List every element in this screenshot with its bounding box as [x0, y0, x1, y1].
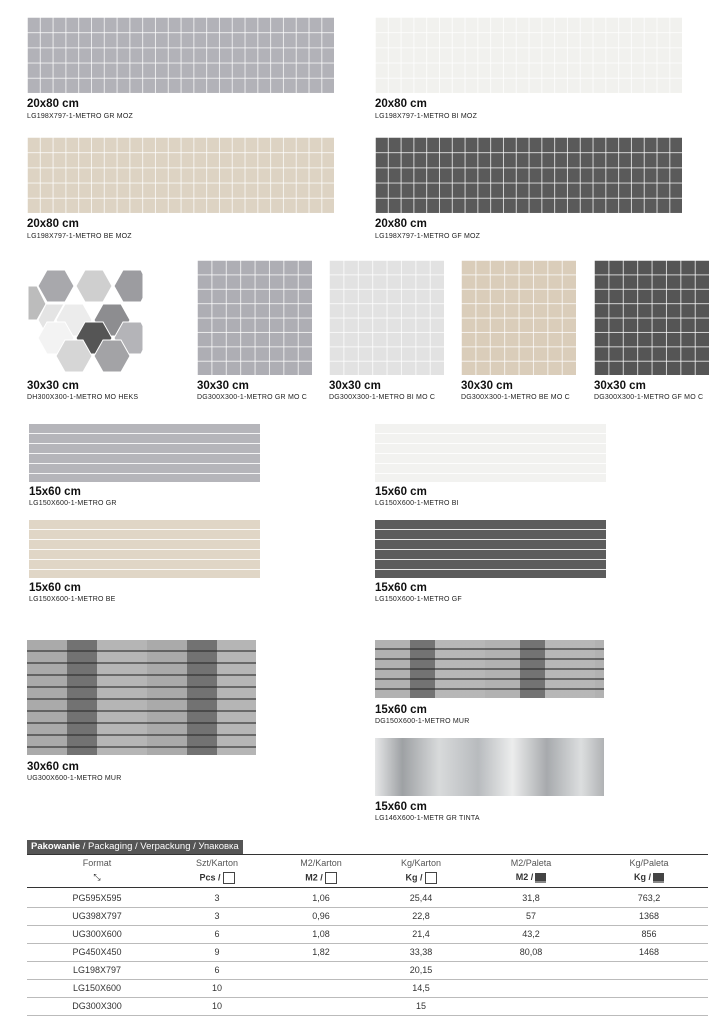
tile-code: LG150X600-1-METRO BE	[29, 596, 116, 603]
unit-kg-pallet	[594, 872, 704, 883]
table-cell: 10	[211, 983, 222, 993]
table-cell: LG150X600	[72, 983, 122, 993]
unit-label: Kg /	[634, 872, 651, 882]
table-cell: 15	[415, 1001, 426, 1011]
table-cell: 14,5	[412, 983, 430, 993]
col-header-format: Format	[82, 858, 112, 868]
packaging-title	[27, 840, 243, 854]
unit-m2-pallet	[476, 872, 586, 883]
table-cell: 1,82	[312, 947, 330, 957]
table-cell: 43,2	[522, 929, 540, 939]
tile-code: UG300X600-1-METRO MUR	[27, 775, 122, 782]
table-cell: 9	[214, 947, 220, 957]
tile-size: 15x60 cm	[29, 582, 81, 594]
box-icon	[425, 872, 437, 884]
table-cell: 20,15	[409, 965, 433, 975]
tile-code: LG198X797-1-METRO BI MOZ	[375, 113, 478, 120]
table-cell: 80,08	[519, 947, 543, 957]
packaging-title-bold: Pakowanie	[31, 841, 81, 852]
unit-label: Pcs /	[199, 872, 221, 883]
table-row	[27, 943, 708, 962]
tile-size: 30x30 cm	[329, 380, 381, 392]
tile-size: 30x30 cm	[197, 380, 249, 392]
unit-label: M2 /	[515, 872, 534, 882]
table-row	[27, 979, 708, 998]
table-divider	[27, 887, 708, 888]
tile-code: DG300X300-1-METRO BI MO C	[329, 394, 436, 401]
tile-image-metro-mur-15x60	[375, 640, 604, 698]
tile-size: 30x30 cm	[461, 380, 513, 392]
table-cell: 57	[525, 911, 536, 921]
unit-label: M2 /	[305, 872, 323, 883]
table-cell: 6	[214, 965, 220, 975]
tile-code: LG150X600-1-METRO GF	[375, 596, 462, 603]
tile-code: LG146X600-1-METR GR TINTA	[375, 815, 480, 822]
table-cell: 31,8	[522, 893, 540, 903]
unit-kg-carton	[366, 872, 476, 884]
tile-size: 20x80 cm	[375, 218, 427, 230]
tile-image-metro-gr-mo-c	[197, 260, 312, 375]
tile-image-metro-gf-mo-c	[594, 260, 709, 375]
tile-code: DG300X300-1-METRO GR MO C	[197, 394, 308, 401]
tile-size: 30x30 cm	[594, 380, 646, 392]
table-cell: 1,08	[312, 929, 330, 939]
table-cell: 0,96	[312, 911, 330, 921]
table-cell: PG450X450	[72, 947, 122, 957]
unit-pcs-carton	[162, 872, 272, 884]
table-cell: 10	[211, 1001, 222, 1011]
tile-size: 30x30 cm	[27, 380, 79, 392]
tile-image-metro-gf-moz	[375, 137, 682, 213]
table-cell: 6	[214, 929, 220, 939]
tile-code: LG198X797-1-METRO GR MOZ	[27, 113, 133, 120]
tile-image-metro-be-moz	[27, 137, 334, 213]
table-cell: 856	[641, 929, 657, 939]
table-cell: 33,38	[409, 947, 433, 957]
tile-size: 15x60 cm	[375, 582, 427, 594]
table-cell: 1368	[638, 911, 660, 921]
tile-image-metro-gr-moz	[27, 17, 334, 93]
col-header-m2-pallet: M2/Paleta	[510, 858, 552, 868]
table-cell: 763,2	[637, 893, 661, 903]
col-header-m2-carton: M2/Karton	[300, 858, 342, 868]
tile-size: 15x60 cm	[375, 704, 427, 716]
tile-image-metro-bi-mo-c	[329, 260, 444, 375]
tile-code: LG198X797-1-METRO GF MOZ	[375, 233, 481, 240]
box-icon	[223, 872, 235, 884]
tile-code: LG198X797-1-METRO BE MOZ	[27, 233, 132, 240]
tile-code: DG300X300-1-METRO BE MO C	[461, 394, 570, 401]
tile-image-metro-be	[29, 520, 260, 578]
pallet-icon	[535, 873, 546, 883]
tile-image-metro-mo-heks	[27, 262, 143, 378]
table-cell: PG595X595	[72, 893, 122, 903]
table-cell: 1468	[638, 947, 660, 957]
col-header-pcs-carton: Szt/Karton	[195, 858, 239, 868]
tile-size: 30x60 cm	[27, 761, 79, 773]
tile-code: DH300X300-1-METRO MO HEKS	[27, 394, 139, 401]
table-cell: 22,8	[412, 911, 430, 921]
unit-label: Kg /	[405, 872, 423, 883]
unit-m2-carton	[266, 872, 376, 884]
tile-code: DG300X300-1-METRO GF MO C	[594, 394, 704, 401]
table-row	[27, 997, 708, 1016]
packaging-header	[27, 840, 708, 855]
tile-size: 20x80 cm	[27, 98, 79, 110]
tile-code: LG150X600-1-METRO BI	[375, 500, 459, 507]
tile-image-metro-mur-30x60	[27, 640, 256, 755]
tile-image-metro-bi-moz	[375, 17, 682, 93]
tile-code: LG150X600-1-METRO GR	[29, 500, 117, 507]
tile-image-metro-bi	[375, 424, 606, 482]
tile-size: 15x60 cm	[375, 486, 427, 498]
table-cell: DG300X300	[72, 1001, 122, 1011]
tile-size: 20x80 cm	[375, 98, 427, 110]
table-cell: 1,06	[312, 893, 330, 903]
col-header-kg-carton: Kg/Karton	[400, 858, 442, 868]
tile-image-metro-gr	[29, 424, 260, 482]
tile-size: 15x60 cm	[29, 486, 81, 498]
pallet-icon	[653, 873, 664, 883]
table-cell: LG198X797	[72, 965, 122, 975]
table-row	[27, 925, 708, 944]
table-cell: UG398X797	[72, 911, 122, 921]
tile-image-metro-be-mo-c	[461, 260, 576, 375]
col-header-kg-pallet: Kg/Paleta	[629, 858, 669, 868]
resize-icon: ⤡	[93, 872, 101, 882]
table-cell: 25,44	[409, 893, 433, 903]
table-row	[27, 907, 708, 926]
tile-image-metro-gr-tinta	[375, 738, 604, 796]
tile-size: 20x80 cm	[27, 218, 79, 230]
table-cell: UG300X600	[72, 929, 122, 939]
packaging-title-rest: / Packaging / Verpackung / Упаковка	[80, 841, 239, 852]
table-cell: 3	[214, 911, 220, 921]
tile-image-metro-gf	[375, 520, 606, 578]
table-row	[27, 961, 708, 980]
box-icon	[325, 872, 337, 884]
table-cell: 3	[214, 893, 220, 903]
table-cell: 21,4	[412, 929, 430, 939]
tile-code: DG150X600-1-METRO MUR	[375, 718, 470, 725]
table-row	[27, 889, 708, 908]
tile-size: 15x60 cm	[375, 801, 427, 813]
